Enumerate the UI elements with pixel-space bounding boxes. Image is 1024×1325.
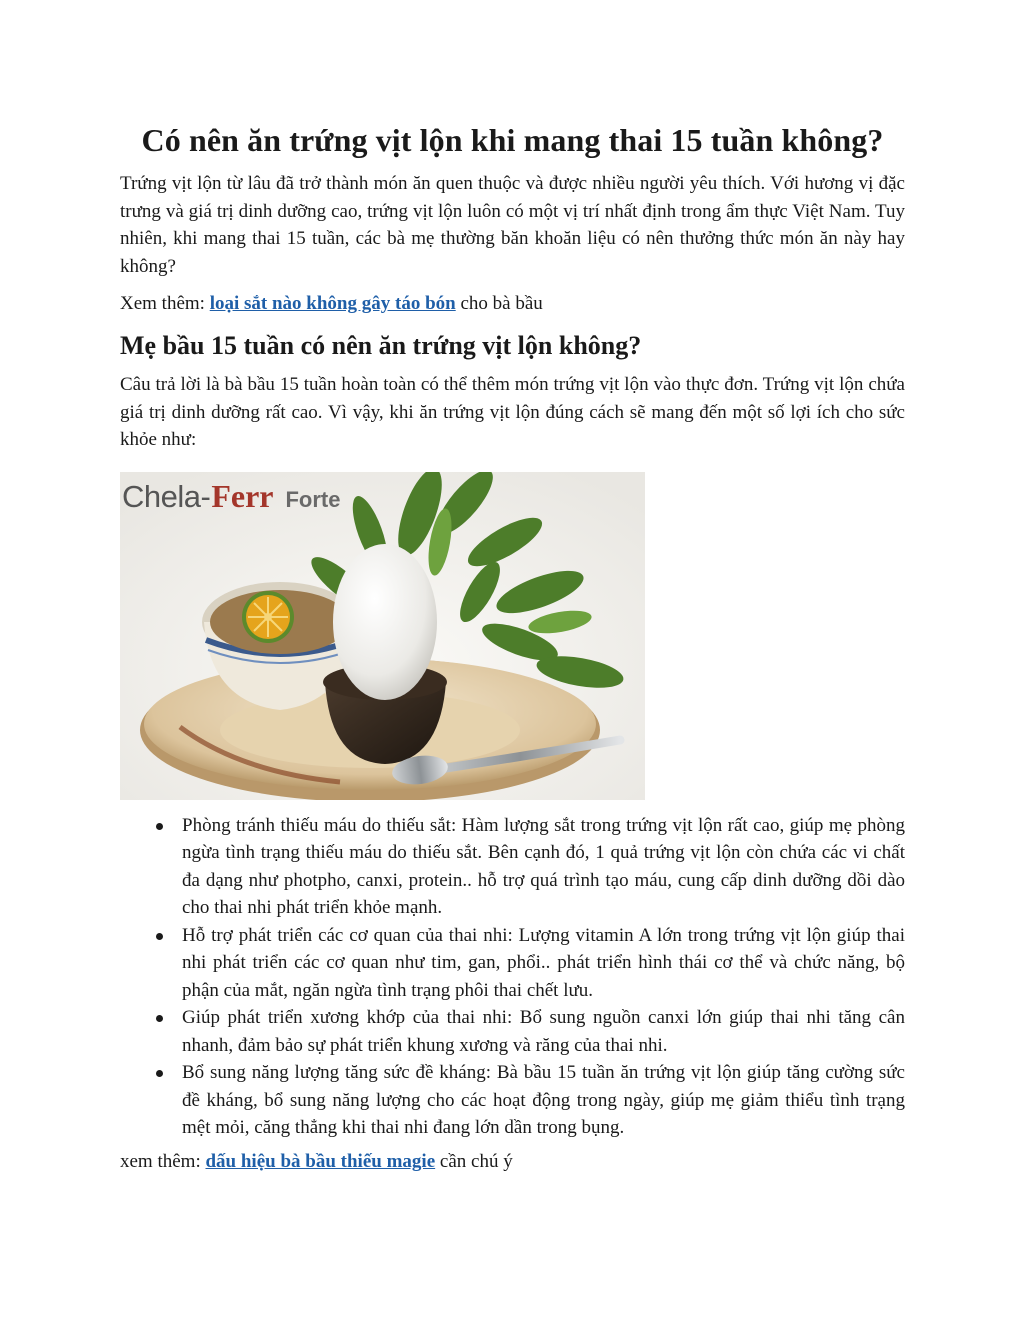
article bbox=[120, 118, 905, 1175]
bullet-dot-icon bbox=[156, 1070, 163, 1077]
benefit-text: Bổ sung năng lượng tăng sức đề kháng: Bà bầu 15 tuần ăn trứng vịt lộn giúp tăng cường sức đề kháng, bổ sung năng lượng cho các hoạt động trong ngày, giúp mẹ giảm thiểu tình trạng mệt mỏi, căng thẳng khi thai nhi đang lớn dần trong bụng. bbox=[182, 1062, 905, 1138]
see-also-line-2 bbox=[120, 1148, 905, 1175]
brand-text-chela: Chela- bbox=[122, 478, 211, 514]
list-item bbox=[120, 922, 905, 1005]
see-also-suffix: cần chú ý bbox=[435, 1150, 513, 1172]
section-heading: Mẹ bầu 15 tuần có nên ăn trứng vịt lộn không? bbox=[120, 331, 642, 360]
balut-illustration bbox=[120, 472, 645, 800]
benefit-text: Giúp phát triển xương khớp của thai nhi: Bổ sung nguồn canxi lớn giúp thai nhi tăng cân nhanh, đảm bảo sự phát triển khung xương và răng của thai nhi. bbox=[182, 1007, 905, 1056]
answer-paragraph: Câu trả lời là bà bầu 15 tuần hoàn toàn có thể thêm món trứng vịt lộn vào thực đơn. Trứng vịt lộn chứa giá trị dinh dưỡng rất cao. Vì vậy, khi ăn trứng vịt lộn đúng cách sẽ mang đến một số lợi ích cho sức khỏe như: bbox=[120, 374, 905, 450]
see-also-link-iron[interactable]: loại sắt nào không gây táo bón bbox=[209, 293, 456, 314]
benefit-text: Phòng tránh thiếu máu do thiếu sắt: Hàm lượng sắt trong trứng vịt lộn rất cao, giúp mẹ phòng ngừa tình trạng thiếu máu do thiếu sắt. Bên cạnh đó, 1 quả trứng vịt lộn còn chứa các vi chất đa dạng như photpho, canxi, protein.. hỗ trợ quá trình tạo máu, cung cấp dinh dưỡng dồi dào cho thai nhi phát triển khỏe mạnh. bbox=[182, 814, 905, 918]
list-item bbox=[120, 1059, 905, 1142]
see-also-prefix: Xem thêm: bbox=[120, 293, 210, 314]
see-also-link-magnesium[interactable]: dấu hiệu bà bầu thiếu magie bbox=[205, 1150, 436, 1172]
intro-paragraph: Trứng vịt lộn từ lâu đã trở thành món ăn quen thuộc và được nhiều người yêu thích. Với hương vị đặc trưng và giá trị dinh dưỡng cao, trứng vịt lộn luôn có một vị trí nhất định trong ẩm thực Việt Nam. Tuy nhiên, khi mang thai 15 tuần, các bà mẹ thường băn khoăn liệu có nên thưởng thức món ăn này hay không? bbox=[120, 173, 905, 277]
see-also-line-1 bbox=[120, 290, 905, 317]
see-also-suffix: cho bà bầu bbox=[455, 293, 543, 314]
balut-egg-image bbox=[120, 472, 645, 800]
brand-text-ferr: Ferr bbox=[211, 477, 274, 514]
brand-logo bbox=[122, 478, 340, 520]
bullet-dot-icon bbox=[156, 823, 163, 830]
benefits-list bbox=[120, 812, 905, 1142]
see-also-prefix: xem thêm: bbox=[120, 1150, 206, 1172]
bullet-dot-icon bbox=[156, 1015, 163, 1022]
list-item bbox=[120, 1004, 905, 1059]
bullet-dot-icon bbox=[156, 933, 163, 940]
brand-text-forte: Forte bbox=[285, 486, 341, 512]
benefit-text: Hỗ trợ phát triển các cơ quan của thai nhi: Lượng vitamin A lớn trong trứng vịt lộn giúp thai nhi phát triển các cơ quan như tim, gan, phổi.. phát triển hình thái cơ thể và chức năng, bộ phận của mắt, ngăn ngừa tình trạng phôi thai chết lưu. bbox=[182, 924, 905, 1001]
list-item bbox=[120, 812, 905, 922]
article-title: Có nên ăn trứng vịt lộn khi mang thai 15 tuần không? bbox=[141, 122, 884, 158]
